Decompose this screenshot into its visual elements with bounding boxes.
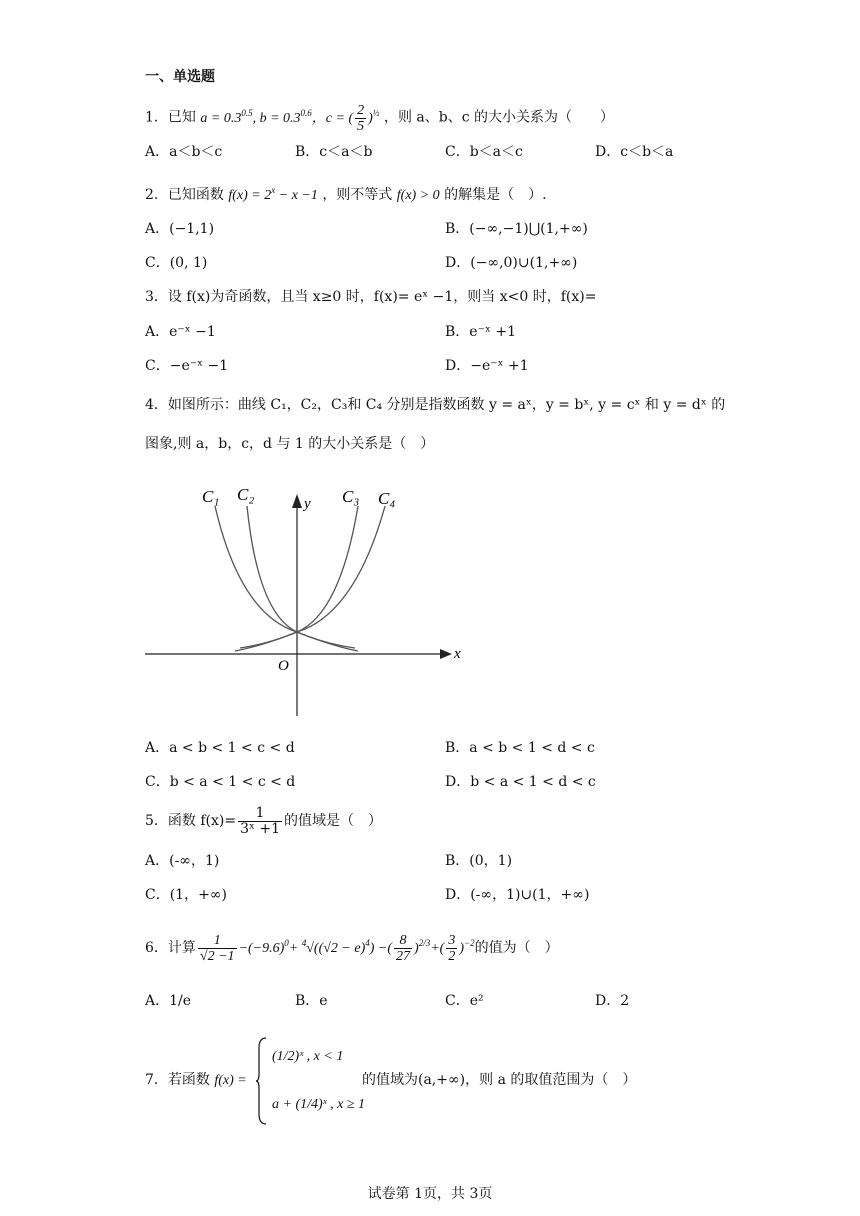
q6-option-b[interactable]: B．e <box>295 993 328 1009</box>
q2-prefix: 2．已知函数 <box>145 187 224 203</box>
q7-function-name: f(x) = <box>214 1073 247 1088</box>
q2-inequality: f(x) > 0 <box>396 188 440 203</box>
label-y: y <box>304 496 311 512</box>
q6-option-c[interactable]: C．e² <box>445 993 484 1009</box>
q1-suffix: ，则 a、b、c 的大小关系为（ ） <box>383 109 615 126</box>
q6-option-a[interactable]: A．1/e <box>145 993 192 1009</box>
q5-option-c[interactable]: C．(1，+∞) <box>145 887 227 903</box>
q7-prefix: 7．若函数 <box>145 1072 210 1088</box>
label-c4: C₄ <box>378 489 396 508</box>
label-c1: C₁ <box>202 487 220 506</box>
q2-function: $f(x) = 2^x - x -1$ <box>228 185 318 203</box>
question-4-stem-line1: 4．如图所示：曲线 C₁，C₂，C₃和 C₄ 分别是指数函数 y = aˣ，y = bˣ, y = cˣ 和 y = dˣ 的 <box>145 397 726 413</box>
q5-option-a[interactable]: A．(-∞，1) <box>145 853 220 869</box>
question-5-stem <box>145 804 382 838</box>
q5-suffix: 的值域是（ ） <box>284 813 383 829</box>
page-footer: 试卷第 1页，共 3页 <box>367 1186 493 1202</box>
q1-option-d[interactable]: D．c＜b＜a <box>595 144 674 160</box>
question-4-stem-line2: 图象,则 a，b，c，d 与 1 的大小关系是（ ） <box>145 436 435 452</box>
q2-suffix: 的解集是（ ）. <box>444 187 547 203</box>
label-c2: C₂ <box>237 485 255 504</box>
question-2-stem <box>145 181 547 205</box>
q1-formula: $a = 0.3^{0.5}$, $b = 0.3^{0.6}$，c = ( $\frac{2}{5}$ )$^{\frac{1}{2}}$ <box>200 103 380 134</box>
q7-brace <box>256 1036 268 1126</box>
q5-fraction <box>238 806 282 837</box>
exponential-curves-figure <box>140 484 470 720</box>
q2-option-a[interactable]: A．(−1,1) <box>145 221 215 237</box>
q2-mid: ，则不等式 <box>322 187 393 203</box>
q6-option-d[interactable]: D．2 <box>595 993 630 1009</box>
q4-option-b[interactable]: B．a < b < 1 < d < c <box>445 740 595 756</box>
q5-option-d[interactable]: D．(-∞，1)∪(1，+∞) <box>445 887 590 903</box>
q1-prefix: 1．已知 <box>145 109 196 126</box>
q1-option-a[interactable]: A．a＜b＜c <box>145 144 223 160</box>
x-axis-arrow <box>440 649 452 659</box>
q3-option-a[interactable]: A．e⁻ˣ −1 <box>145 324 216 340</box>
q3-option-c[interactable]: C．−e⁻ˣ −1 <box>145 358 229 374</box>
q3-option-d[interactable]: D．−e⁻ˣ +1 <box>445 358 529 374</box>
question-7-stem-prefix <box>145 1071 247 1090</box>
q6-suffix: 的值为（ ） <box>474 940 559 956</box>
q6-prefix: 6．计算 <box>145 940 196 956</box>
question-3-stem: 3．设 f(x)为奇函数，且当 x≥0 时，f(x)= eˣ −1，则当 x<0 时，f(x)= <box>145 289 597 305</box>
q5-frac-den: 3ˣ +1 <box>240 820 281 837</box>
label-x: x <box>454 646 461 662</box>
q2-option-d[interactable]: D．(−∞,0)∪(1,+∞) <box>445 255 578 271</box>
q6-expression: $\frac{1}{√2 -1}$ $-(-9.6)^0+ ^4√((√2 - e)^4)$ −( $\frac{8}{27}$ )$^{2/3}$+( $\frac{3}{2}$ )$^{-2}$ <box>199 933 475 965</box>
section-title: 一、单选题 <box>145 69 215 85</box>
y-axis-arrow <box>292 494 302 508</box>
q7-piece-2: a + (1/4)ˣ , x ≥ 1 <box>272 1097 366 1112</box>
curve-c1 <box>215 506 355 648</box>
q5-option-b[interactable]: B．(0，1) <box>445 853 513 869</box>
question-6-stem <box>145 925 559 967</box>
question-1-stem <box>145 103 614 134</box>
curve-c4 <box>240 506 385 648</box>
q1-option-b[interactable]: B．c＜a＜b <box>295 144 373 160</box>
q3-option-b[interactable]: B．e⁻ˣ +1 <box>445 324 516 340</box>
q4-option-a[interactable]: A．a < b < 1 < c < d <box>145 740 295 756</box>
q1-option-c[interactable]: C．b＜a＜c <box>445 144 523 160</box>
q4-option-d[interactable]: D．b < a < 1 < d < c <box>445 774 596 790</box>
q5-prefix: 5．函数 f(x)= <box>145 813 237 829</box>
q4-option-c[interactable]: C．b < a < 1 < c < d <box>145 774 296 790</box>
q7-piece-1: (1/2)ˣ , x < 1 <box>272 1049 344 1064</box>
q2-option-b[interactable]: B．(−∞,−1)⋃(1,+∞) <box>445 221 588 237</box>
q7-suffix: 的值域为(a,+∞)，则 a 的取值范围为（ ） <box>362 1072 637 1088</box>
q5-frac-num: 1 <box>238 806 282 822</box>
label-origin: O <box>278 658 289 674</box>
q2-option-c[interactable]: C．(0, 1) <box>145 255 208 271</box>
label-c3: C₃ <box>342 487 360 506</box>
